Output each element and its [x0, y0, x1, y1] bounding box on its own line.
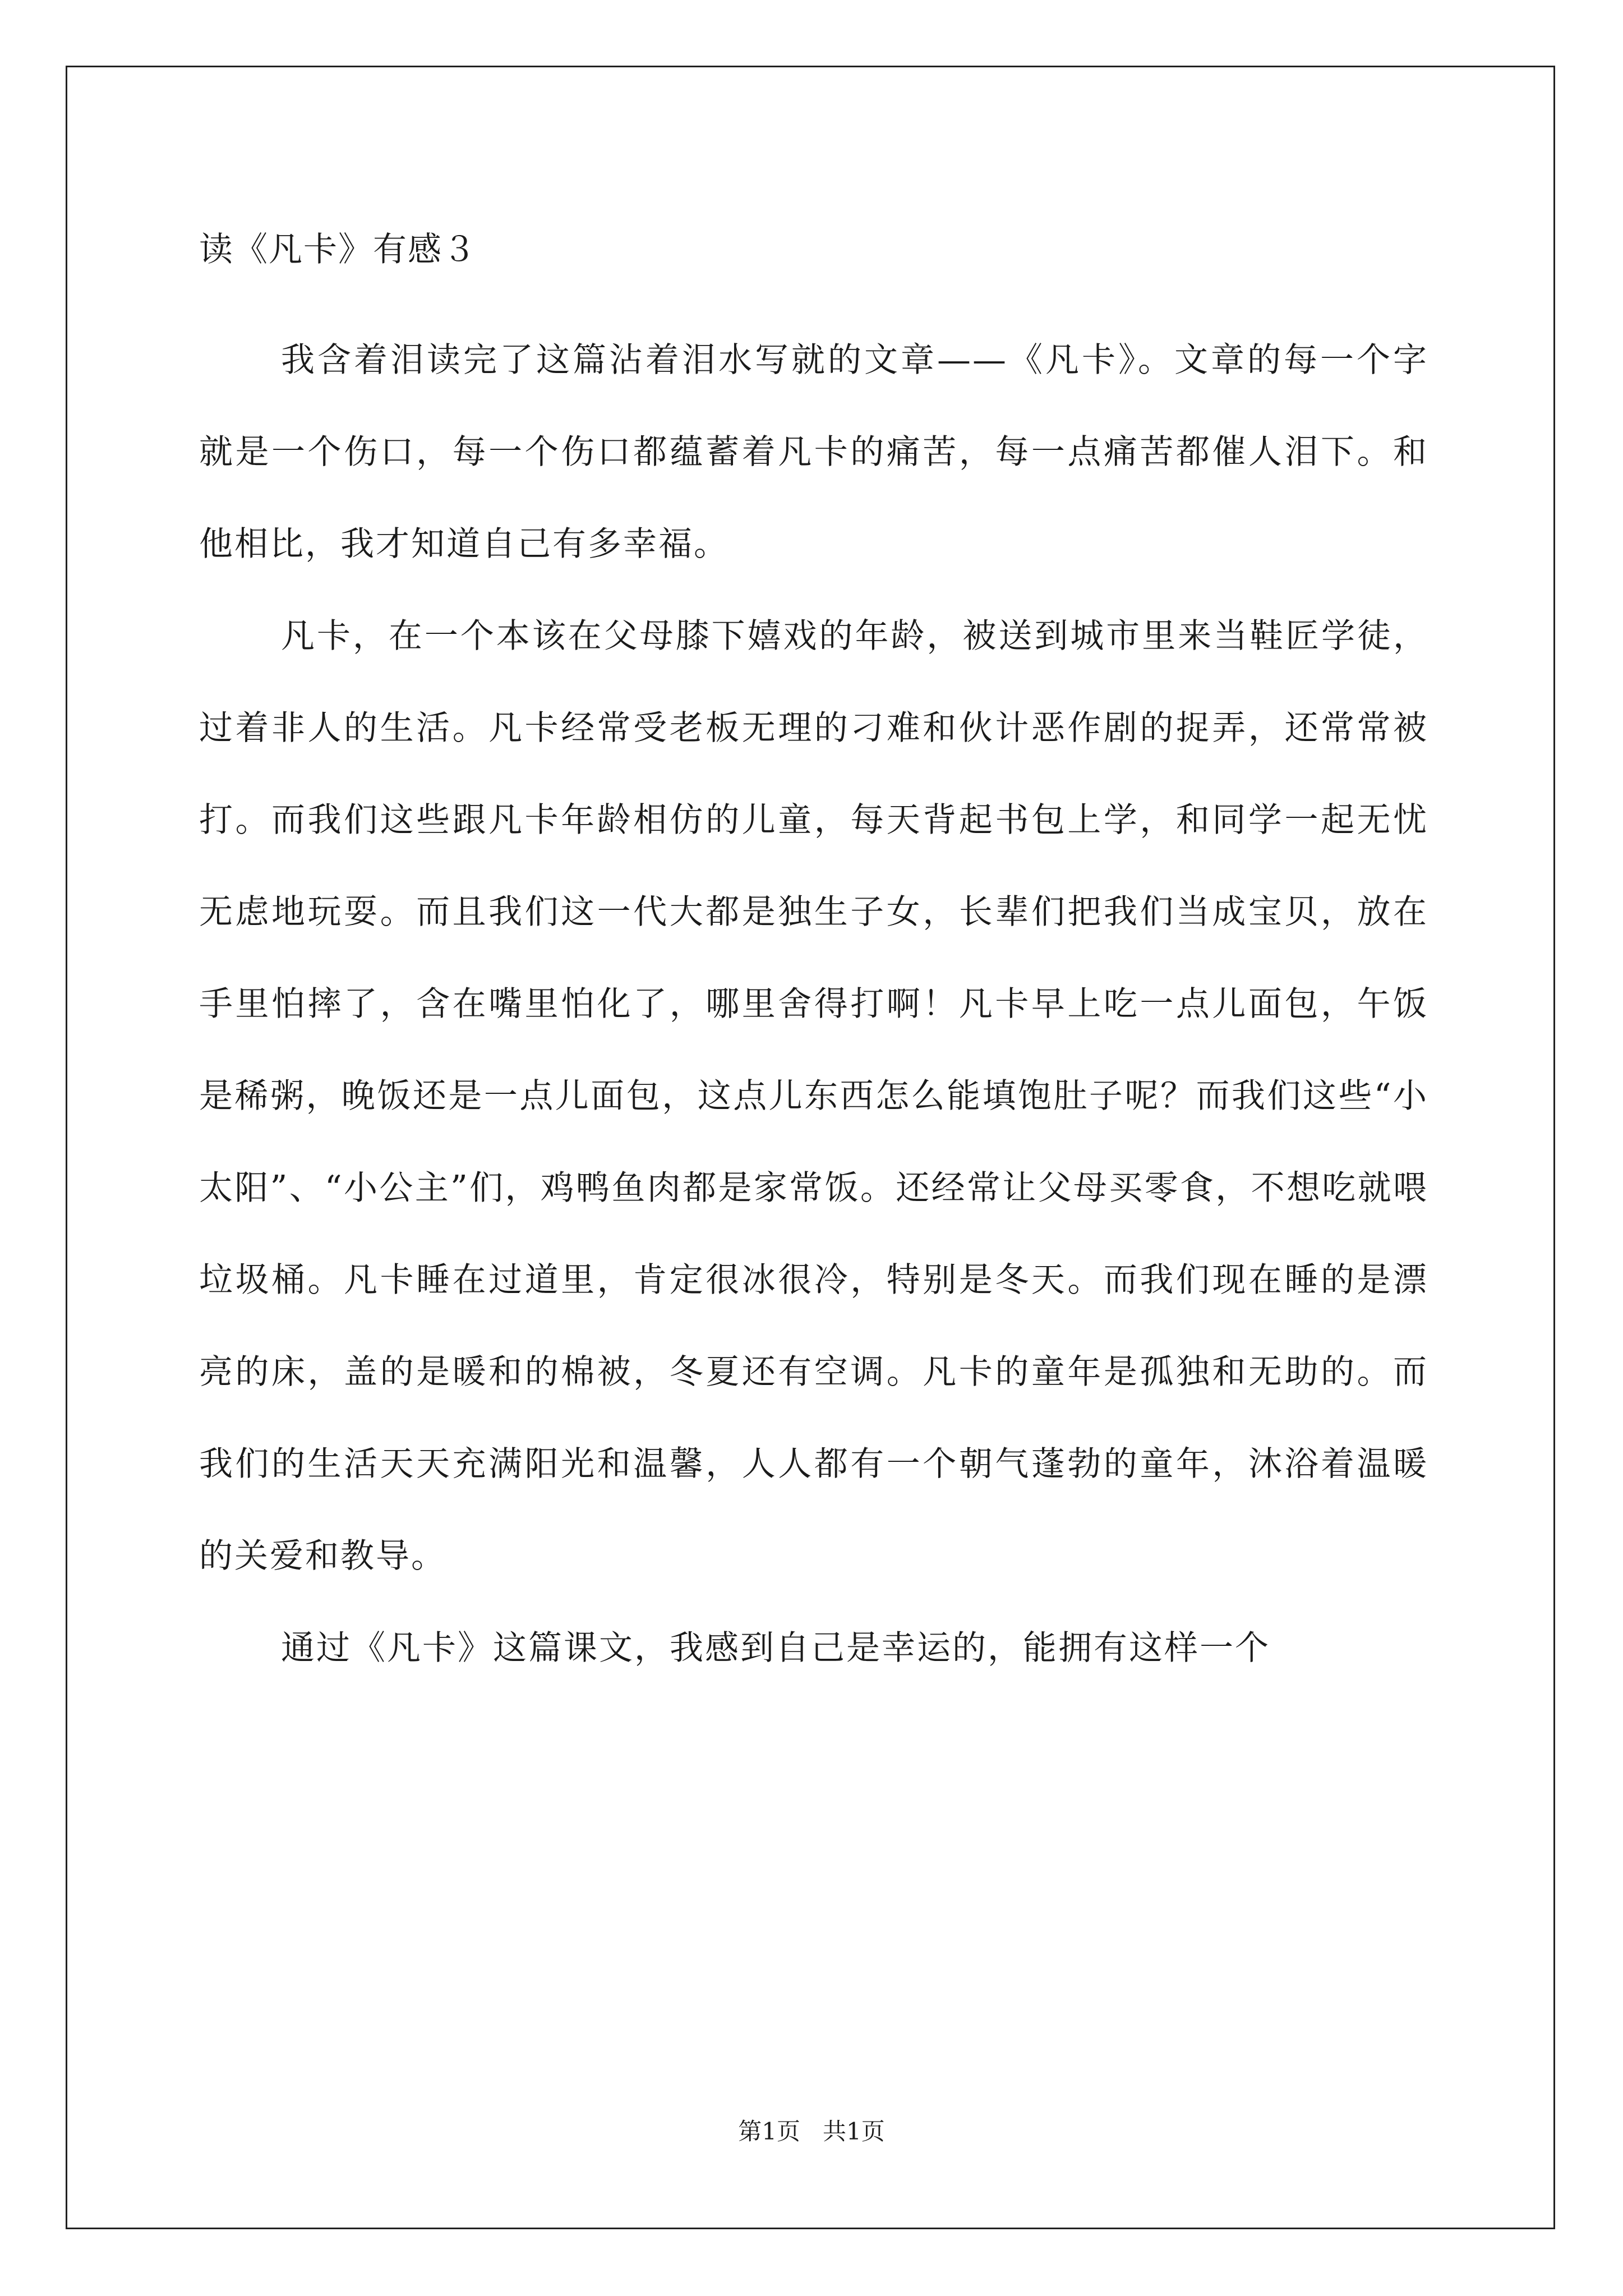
- document-body: [199, 314, 1428, 1694]
- paragraph-1: 我含着泪读完了这篇沾着泪水写就的文章——《凡卡》。文章的每一个字就是一个伤口，每一个伤口都蕴蓄着凡卡的痛苦，每一点痛苦都催人泪下。和他相比，我才知道自己有多幸福。: [199, 341, 1428, 564]
- paragraph-2: 凡卡，在一个本该在父母膝下嬉戏的年龄，被送到城市里来当鞋匠学徒，过着非人的生活。凡卡经常受老板无理的刁难和伙计恶作剧的捉弄，还常常被打。而我们这些跟凡卡年龄相仿的儿童，每天背起书包上学，和同学一起无忧无虑地玩耍。而且我们这一代大都是独生子女，长辈们把我们当成宝贝，放在手里怕摔了，含在嘴里怕化了，哪里舍得打啊！凡卡早上吃一点儿面包，午饭是稀粥，晚饭还是一点儿面包，这点儿东西怎么能填饱肚子呢？而我们这些“小太阳”、“小公主”们，鸡鸭鱼肉都是家常饭。还经常让父母买零食，不想吃就喂垃圾桶。凡卡睡在过道里，肯定很冰很冷，特别是冬天。而我们现在睡的是漂亮的床，盖的是暖和的棉被，冬夏还有空调。凡卡的童年是孤独和无助的。而我们的生活天天充满阳光和温馨，人人都有一个朝气蓬勃的童年，沐浴着温暖的关爱和教导。: [199, 616, 1428, 1576]
- document-title: 读《凡卡》有感３: [199, 230, 477, 269]
- paragraph-3: 通过《凡卡》这篇课文，我感到自己是幸运的，能拥有这样一个: [281, 1628, 1270, 1668]
- page-number-footer: 第1页 共1页: [738, 2118, 885, 2145]
